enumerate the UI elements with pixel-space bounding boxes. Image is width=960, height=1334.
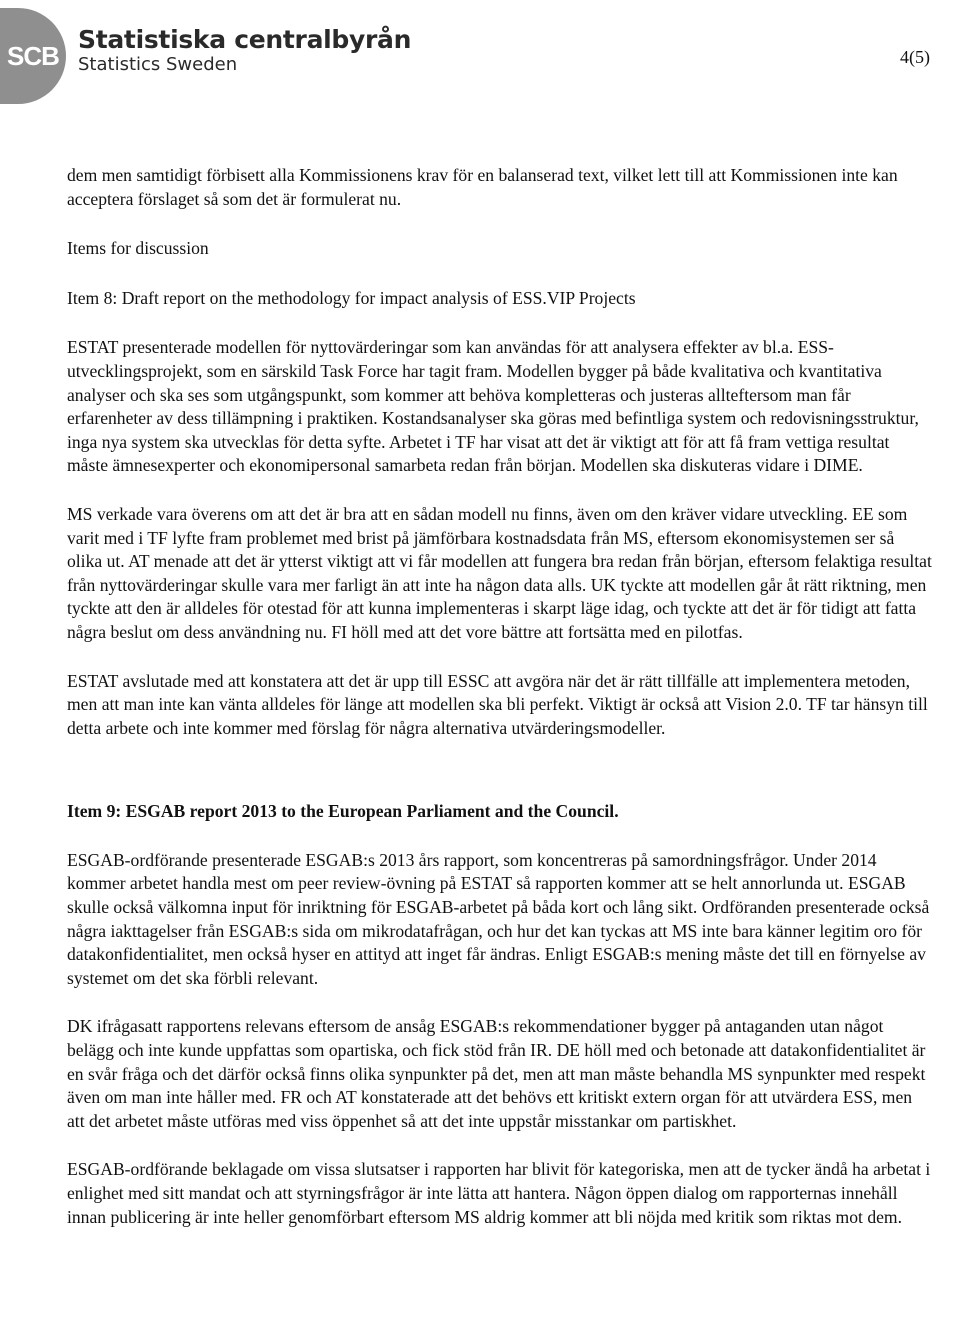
scb-logo-icon: SCB — [0, 8, 66, 104]
paragraph-continuation: dem men samtidigt förbisett alla Kommissionens krav för en balanserad text, vilket lett till att Kommissionen inte kan acceptera förslaget så som det är formulerat nu. — [67, 165, 898, 209]
paragraph-dk-response: DK ifrågasatt rapportens relevans eftersom de ansåg ESGAB:s rekommendationer bygger på antaganden utan något belägg och inte kunde uppfattas som opartiska, och fick stöd från IR. DE höll med och betonade att datakonfidentialitet är en svår fråga och det därför också finns olika synpunkter på det, men att man måste behandla MS synpunkter med respekt även om man inte håller med. FR och AT konstaterade att det behövs ett kritiskt extern organ för att utvärdera ESS, men att det arbetet måste utföras med viss öppenhet så att det inte uppstår misstankar om partiskhet. — [67, 1016, 926, 1131]
paragraph-esgab-reply: ESGAB-ordförande beklagade om vissa slutsatser i rapporten har blivit för kategoriska, men att de tycker ändå ha arbetat i enlighet med sitt mandat och att styrningsfrågor är inte lätta att hantera. Någon öppen dialog om rapporternas innehåll innan publicering är inte heller genomförbart eftersom MS aldrig kommer att bli nöjda med kritik som riktas mot dem. — [67, 1159, 931, 1227]
paragraph-ms-response: MS verkade vara överens om att det är bra att en sådan modell nu finns, även om den kräver vidare utveckling. EE som varit med i TF lyfte fram problemet med brist på jämförbara kostnadsdata från MS, eftersom ekonomisystemen ser så olika ut. AT menade att det är ytterst viktigt att vi får modellen att fungera bra redan från början, eftersom felaktiga resultat från nyttovärderingar skulle vara mer farligt än att inte ha någon data alls. UK tyckte att modellen går åt rätt riktning, men tyckte att den är alldeles för otestad för att kunna implementeras i skarpt läge idag, och tyckte att det är för tidigt att fatta några beslut om dess användning nu. FI höll med att det vore bättre att fortsätta med en pilotfas. — [67, 503, 932, 642]
page-number: 4(5) — [900, 47, 930, 67]
paragraph-esgab-report: ESGAB-ordförande presenterade ESGAB:s 2013 års rapport, som koncentreras på samordningsfrågor. Under 2014 kommer arbetet handla mest om peer review-övning på ESTAT så rapporten kommer att se helt annorlunda ut. ESGAB skulle också välkomna input för inriktning för ESGAB-arbetet på båda kort och lång sikt. Ordföranden presenterade också några iakttagelser från ESGAB:s sida om mikrodatafrågan, och hur det kan tyckas att MS inte bara känner legitim oro för datakonfidentialitet, men också hyser en attityd att inget får ändras. Enligt ESGAB:s mening måste det till en förnyelse av systemet om det ska förbli relevant. — [67, 849, 930, 988]
heading-item-8: Item 8: Draft report on the methodology for impact analysis of ESS.VIP Projects — [67, 287, 636, 308]
heading-items-for-discussion: Items for discussion — [67, 238, 209, 259]
paragraph-estat-model: ESTAT presenterade modellen för nyttovärderingar som kan användas för att analysera effekter av bl.a. ESS-utvecklingsprojekt, som en särskild Task Force har tagit fram. Modellen bygger på både kvalitativa och kvantitativa analyser och ska ses som utgångspunkt, som kommer att behöva kompletteras och justeras allteftersom man får erfarenheter av dess tillämpning i praktiken. Kostandsanalyser ska göras med befintliga system och redovisningsstruktur, inga nya system ska utvecklas för detta syfte. Arbetet i TF har visat att det är viktigt att för att få fram vettiga resultat måste ämnesexperter och ekonomipersonal samarbeta redan från början. Modellen ska diskuteras vidare i DIME. — [67, 337, 919, 476]
logo-title: Statistiska centralbyrån — [78, 25, 412, 54]
logo-subtitle: Statistics Sweden — [78, 54, 238, 75]
logo-wordmark — [78, 26, 411, 76]
heading-item-9: Item 9: ESGAB report 2013 to the European Parliament and the Council. — [67, 801, 619, 822]
document-body — [67, 164, 933, 1229]
page-header — [0, 0, 960, 110]
paragraph-estat-conclusion: ESTAT avslutade med att konstatera att det är upp till ESSC att avgöra när det är rätt tillfälle att implementera metoden, men att man inte kan vänta alldeles för länge att modellen ska bli perfekt. Viktigt är också att Vision 2.0. TF tar hänsyn till detta arbete och inte kommer med förslag för några alternativa utvärderingsmodeller. — [67, 670, 928, 738]
